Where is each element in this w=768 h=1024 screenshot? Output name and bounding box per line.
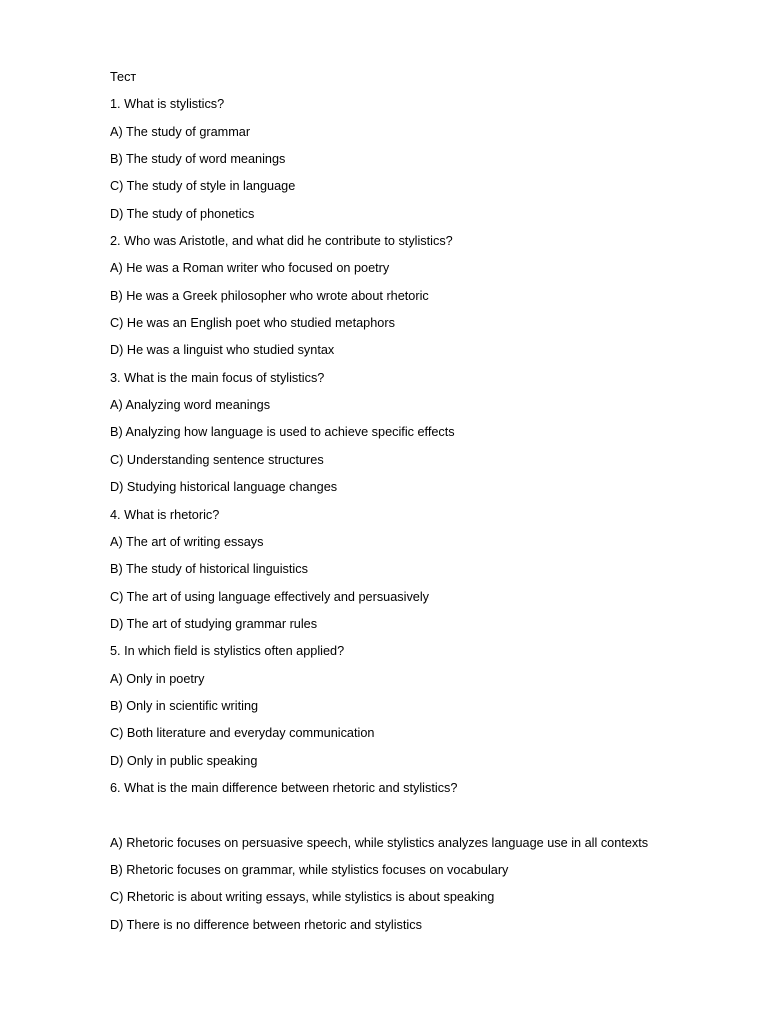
question-4: 4. What is rhetoric?	[110, 507, 220, 522]
question-1-option-a: A) The study of grammar	[110, 124, 251, 139]
question-4-option-b: B) The study of historical linguistics	[110, 562, 308, 577]
question-2-option-c: C) He was an English poet who studied metaphors	[110, 316, 395, 331]
question-2-option-a: A) He was a Roman writer who focused on poetry	[110, 261, 390, 276]
question-3: 3. What is the main focus of stylistics?	[110, 370, 325, 385]
document-body	[110, 67, 710, 942]
question-2-option-b: B) He was a Greek philosopher who wrote about rhetoric	[110, 288, 429, 303]
question-3-option-c: C) Understanding sentence structures	[110, 452, 324, 467]
question-5-option-b: B) Only in scientific writing	[110, 698, 259, 713]
question-6-option-c: C) Rhetoric is about writing essays, while stylistics is about speaking	[110, 890, 495, 905]
question-6-option-b: B) Rhetoric focuses on grammar, while stylistics focuses on vocabulary	[110, 862, 509, 877]
question-5-option-d: D) Only in public speaking	[110, 753, 258, 768]
question-3-option-b: B) Analyzing how language is used to achieve specific effects	[110, 425, 455, 440]
question-1-option-c: C) The study of style in language	[110, 179, 296, 194]
question-4-option-c: C) The art of using language effectively and persuasively	[110, 589, 430, 604]
question-6-option-d: D) There is no difference between rhetoric and stylistics	[110, 917, 422, 932]
question-5-option-a: A) Only in poetry	[110, 671, 205, 686]
empty-paragraph	[110, 805, 710, 832]
question-6: 6. What is the main difference between rhetoric and stylistics?	[110, 780, 458, 795]
question-5-option-c: C) Both literature and everyday communication	[110, 726, 375, 741]
question-1-option-d: D) The study of phonetics	[110, 206, 255, 221]
question-1: 1. What is stylistics?	[110, 97, 225, 112]
question-5: 5. In which field is stylistics often applied?	[110, 644, 345, 659]
question-3-option-a: A) Analyzing word meanings	[110, 398, 271, 413]
document-title: Тест	[110, 70, 137, 84]
question-2: 2. Who was Aristotle, and what did he contribute to stylistics?	[110, 234, 453, 249]
question-1-option-b: B) The study of word meanings	[110, 152, 286, 167]
question-6-option-a: A) Rhetoric focuses on persuasive speech, while stylistics analyzes language use in all contexts	[110, 835, 649, 850]
question-2-option-d: D) He was a linguist who studied syntax	[110, 343, 335, 358]
question-4-option-a: A) The art of writing essays	[110, 534, 264, 549]
question-4-option-d: D) The art of studying grammar rules	[110, 616, 318, 631]
question-3-option-d: D) Studying historical language changes	[110, 480, 338, 495]
